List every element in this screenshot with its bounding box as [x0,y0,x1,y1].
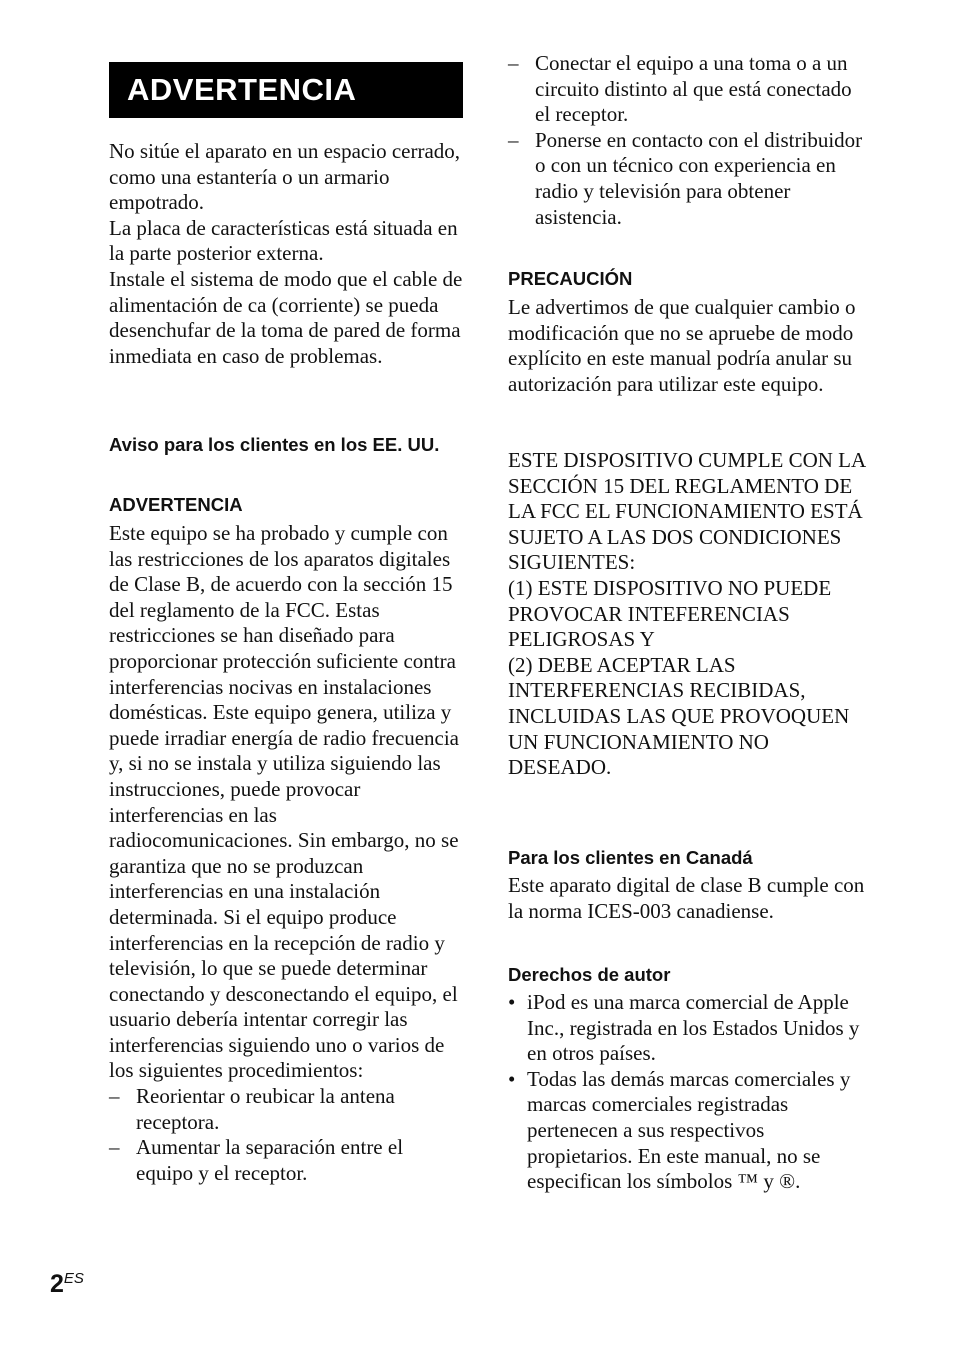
dash-marker: – [508,127,519,152]
caution-section [508,295,868,397]
list-item [508,128,868,230]
dash-marker: – [109,1084,120,1109]
dash-marker: – [109,1135,120,1160]
list-item [508,51,868,128]
list-item-text: Conectar el equipo a una toma o a un circuito distinto al que está conectado el receptor. [535,51,852,127]
warning-section [109,521,465,1186]
caution-paragraph: Le advertimos de que cualquier cambio o modificación que no se apruebe de modo explícito en este manual podría anular su autorización para utilizar este equipo. [508,295,856,396]
canada-section [508,873,868,924]
fcc-condition: (2) DEBE ACEPTAR LAS INTERFERENCIAS RECIBIDAS, INCLUIDAS LAS QUE PROVOQUEN UN FUNCIONAMIENTO NO DESEADO. [508,652,850,780]
page-title: ADVERTENCIA [127,72,357,107]
page-language-suffix: ES [63,1270,84,1287]
copyright-list [508,990,868,1195]
bullet-marker: • [508,990,516,1014]
usa-heading: Aviso para los clientes en los EE. UU. [109,434,440,455]
intro-paragraph: La placa de características está situada en la parte posterior externa. [109,215,458,266]
copyright-heading: Derechos de autor [508,964,671,985]
caution-heading: PRECAUCIÓN [508,268,633,289]
page-number [50,1264,84,1299]
bullet-marker: • [508,1066,516,1091]
intro-paragraph: No sitúe el aparato en un espacio cerrado, como una estantería o un armario empotrado. [109,139,461,215]
list-item-text: Ponerse en contacto con el distribuidor o con un técnico con experiencia en radio y televisión para obtener asistencia. [535,127,863,229]
title-banner [109,62,463,118]
list-item [109,1135,465,1186]
list-item [109,1084,465,1135]
intro-section [109,139,465,369]
procedure-continued [508,51,868,230]
canada-paragraph: Este aparato digital de clase B cumple con la norma ICES-003 canadiense. [508,873,865,923]
copyright-section [508,990,868,1195]
list-item-text: Reorientar o reubicar la antena receptora. [136,1084,395,1134]
list-item-text: iPod es una marca comercial de Apple Inc., registrada en los Estados Unidos y en otros países. [527,990,860,1066]
warning-heading: ADVERTENCIA [109,494,243,515]
dash-marker: – [508,51,519,75]
list-item [508,990,868,1067]
intro-paragraph: Instale el sistema de modo que el cable de alimentación de ca (corriente) se pueda desenchufar de la toma de pared de forma inmediata en caso de problemas. [109,266,463,368]
list-item-text: Aumentar la separación entre el equipo y el receptor. [136,1135,404,1185]
page-number-value: 2 [50,1270,64,1298]
list-item [508,1067,868,1195]
list-item-text: Todas las demás marcas comerciales y marcas comerciales registradas pertenecen a sus respectivos propietarios. En este manual, no se especifican los símbolos ™ y ®. [527,1066,851,1194]
fcc-paragraph: ESTE DISPOSITIVO CUMPLE CON LA SECCIÓN 15 DEL REGLAMENTO DE LA FCC EL FUNCIONAMIENTO ESTÁ SUJETO A LAS DOS CONDICIONES SIGUIENTES: [508,448,866,575]
fcc-section [508,448,868,781]
procedure-list-continued [508,51,868,230]
warning-paragraph: Este equipo se ha probado y cumple con las restricciones de los aparatos digitales de Clase B, de acuerdo con la sección 15 del reglamento de la FCC. Estas restricciones se han diseñado para proporcionar protección suficiente contra interferencias nocivas en instalaciones domésticas. Este equipo genera, utiliza y puede irradiar energía de radio frecuencia y, si no se instala y utiliza siguiendo las instrucciones, puede provocar interferencias en las radiocomunicaciones. Sin embargo, no se garantiza que no se produzcan interferencias en una instalación determinada. Si el equipo produce interferencias en la recepción de radio y televisión, lo que se puede determinar conectando y desconectando el equipo, el usuario debería intentar corregir las interferencias siguiendo uno o varios de los siguientes procedimientos: [109,521,459,1083]
fcc-condition: (1) ESTE DISPOSITIVO NO PUEDE PROVOCAR INTEFERENCIAS PELIGROSAS Y [508,575,832,652]
procedure-list [109,1084,465,1186]
canada-heading: Para los clientes en Canadá [508,847,753,868]
